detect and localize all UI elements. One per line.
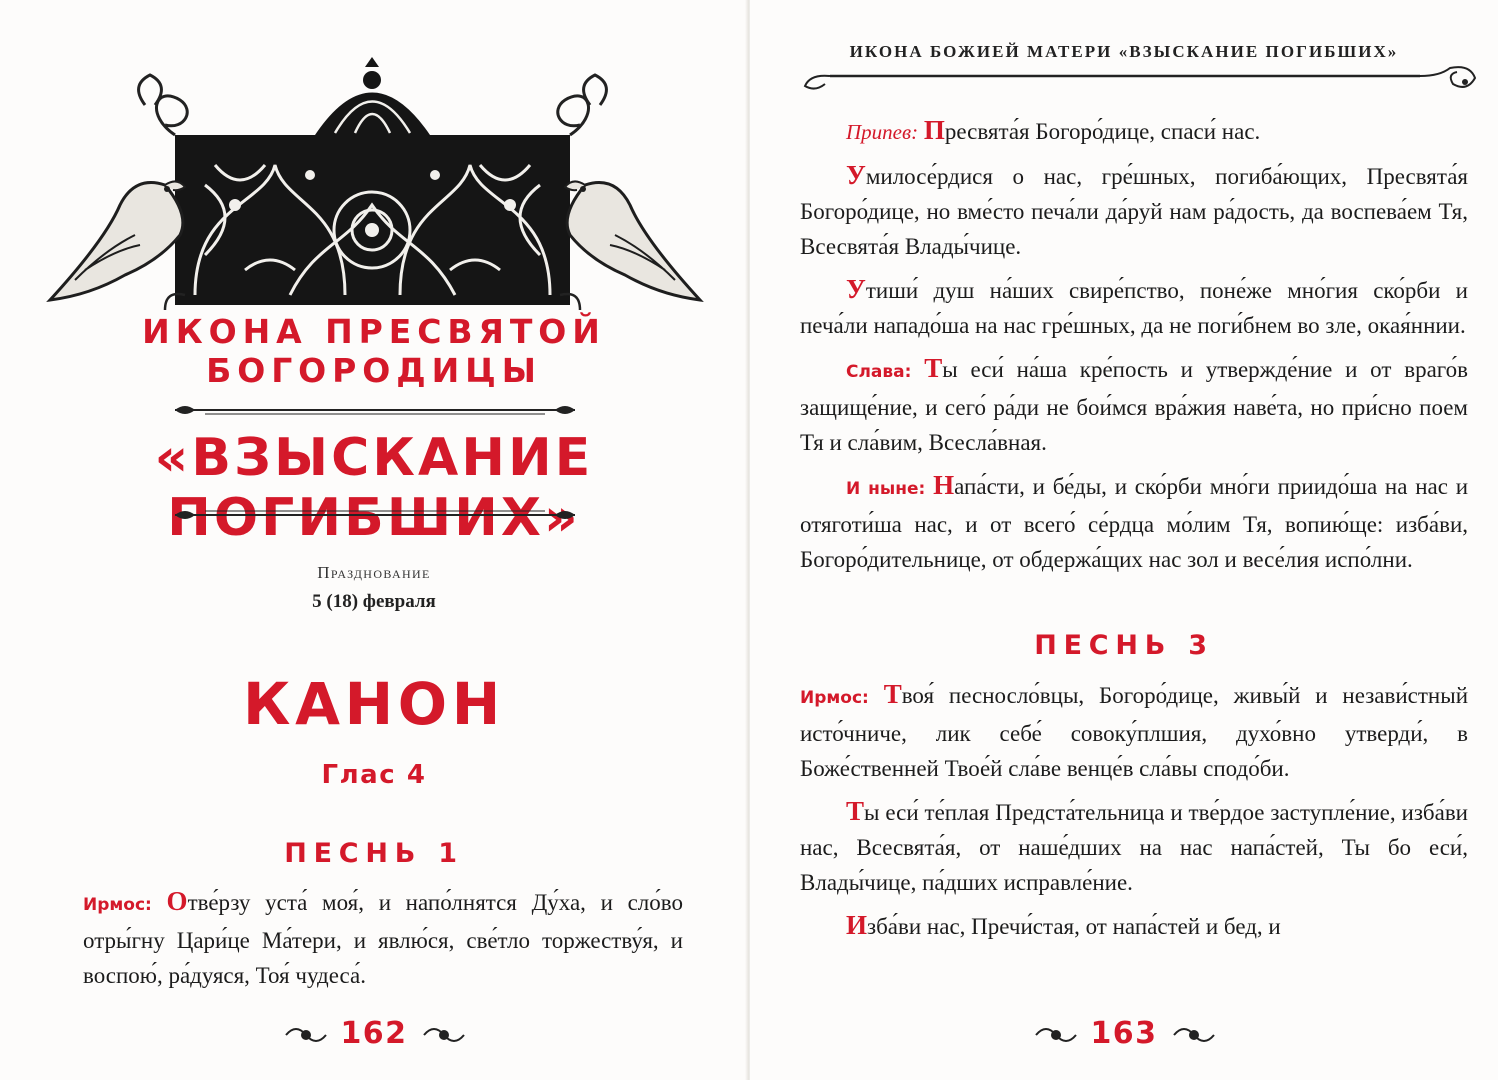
canon-tone: Глас 4 bbox=[321, 760, 427, 790]
troparion-text: зба́ви нас, Пречи́стая, от напа́стей и бед, и bbox=[867, 914, 1281, 939]
page-number: 163 bbox=[1090, 1016, 1158, 1051]
hirmos-label: Ирмос: bbox=[800, 688, 869, 708]
ode3-title: ПЕСНЬ 3 bbox=[1034, 630, 1214, 661]
icon-title-line2: «ВЗЫСКАНИЕ ПОГИБШИХ» bbox=[154, 428, 594, 548]
running-head: ИКОНА БОЖИЕЙ МАТЕРИ «ВЗЫСКАНИЕ ПОГИБШИХ» bbox=[849, 42, 1399, 61]
troparion-paragraph bbox=[800, 272, 1468, 343]
dropcap: У bbox=[846, 274, 866, 304]
left-page bbox=[0, 0, 748, 1080]
hirmos-text: воя́ песносло́вцы, Богоро́дице, живы́й и незави́стный исто́чниче, лик себе́ совоку́плшия, духо́вно утверди́, в Боже́ственней Твое́й сла́ве венце́в сла́вы сподо́би. bbox=[800, 683, 1469, 781]
hirmos-text: тве́рзу уста́ моя́, и напо́лнятся Ду́ха, и сло́во отры́гну Цари́це Ма́тери, и явлю́ся, све́тло торжеству́я, и воспою́, ра́дуяся, Тоя́ чудеса́. bbox=[83, 890, 683, 988]
ornamental-headpiece-icon bbox=[45, 55, 705, 325]
troparion-paragraph bbox=[800, 158, 1468, 264]
dropcap: У bbox=[846, 160, 866, 190]
flourish-rule-icon bbox=[790, 62, 1490, 102]
troparion-paragraph bbox=[800, 794, 1468, 900]
troparion-text: милосе́рдися о нас, гре́шных, погиба́ющих, Пресвята́я Богоро́дице, но вме́сто печа́ли да́руй нам ра́дость, да воспева́ем Тя, Всесвята́я Влады́чице. bbox=[800, 164, 1468, 259]
dropcap: И bbox=[846, 910, 868, 940]
hirmos-paragraph bbox=[800, 677, 1468, 786]
folio-left bbox=[274, 1016, 474, 1056]
feast-label: Празднование bbox=[317, 563, 431, 582]
glory-label: Слава: bbox=[846, 362, 912, 382]
dove-icon bbox=[50, 181, 185, 300]
dropcap: П bbox=[923, 115, 945, 145]
now-label: И ныне: bbox=[846, 479, 926, 499]
now-paragraph bbox=[800, 468, 1468, 577]
refrain-paragraph bbox=[800, 113, 1468, 150]
hirmos-paragraph bbox=[83, 884, 683, 993]
flourish-divider-icon bbox=[165, 505, 585, 525]
folio-right bbox=[1024, 1016, 1224, 1056]
dropcap: Т bbox=[883, 679, 902, 709]
fleuron-icon bbox=[422, 1024, 467, 1046]
refrain-label: Припев: bbox=[846, 120, 919, 144]
dropcap: Т bbox=[924, 353, 943, 383]
refrain-text: ресвята́я Богоро́дице, спаси́ нас. bbox=[944, 119, 1261, 144]
page-number: 162 bbox=[340, 1016, 408, 1051]
ode1-title: ПЕСНЬ 1 bbox=[284, 838, 464, 869]
icon-title-line1: ИКОНА ПРЕСВЯТОЙ БОГОРОДИЦЫ bbox=[142, 312, 606, 390]
text-block-upper bbox=[800, 113, 1468, 585]
fleuron-icon bbox=[1034, 1024, 1079, 1046]
glory-text: ы еси́ на́ша кре́пость и утвержде́ние и от враго́в защище́ние, и сего́ ра́ди не бои́мся вра́жия наве́та, но при́сно поем Тя и сла́вим, Всесла́вная. bbox=[800, 357, 1469, 455]
dropcap: О bbox=[166, 886, 188, 916]
dove-icon bbox=[565, 181, 700, 300]
troparion-paragraph bbox=[800, 908, 1468, 944]
troparion-text: ы еси́ те́плая Предста́тельница и тве́рдое заступле́ние, изба́ви нас, Всесвята́я, от наше́дших на нас напа́стей, Ты бо еси́, Влады́чице, па́дших исправле́ние. bbox=[800, 800, 1468, 895]
fleuron-icon bbox=[284, 1024, 329, 1046]
glory-paragraph bbox=[800, 351, 1468, 460]
text-block-lower bbox=[800, 677, 1468, 952]
canon-title: КАНОН bbox=[243, 670, 505, 738]
right-page bbox=[750, 0, 1498, 1080]
dropcap: Н bbox=[933, 470, 955, 500]
hirmos-label: Ирмос: bbox=[83, 895, 152, 915]
feast-date: 5 (18) февраля bbox=[312, 591, 436, 612]
dropcap: Т bbox=[846, 796, 865, 826]
now-text: апа́сти, и бе́ды, и ско́рби мно́ги приидо́ша на нас и отяготи́ша нас, и от всего́ се́рдца мо́лим Тя, вопию́ще: изба́ви, Богоро́дительнице, от обдержа́щих нас зол и весе́лия испо́лни. bbox=[800, 474, 1469, 572]
flourish-divider-icon bbox=[165, 400, 585, 420]
fleuron-icon bbox=[1172, 1024, 1217, 1046]
troparion-text: тиши́ душ на́ших свире́пство, поне́же мно́гия ско́рби и печа́ли нападо́ша на нас гре́шных, да не поги́бнем во зле, окая́ннии. bbox=[800, 278, 1468, 338]
